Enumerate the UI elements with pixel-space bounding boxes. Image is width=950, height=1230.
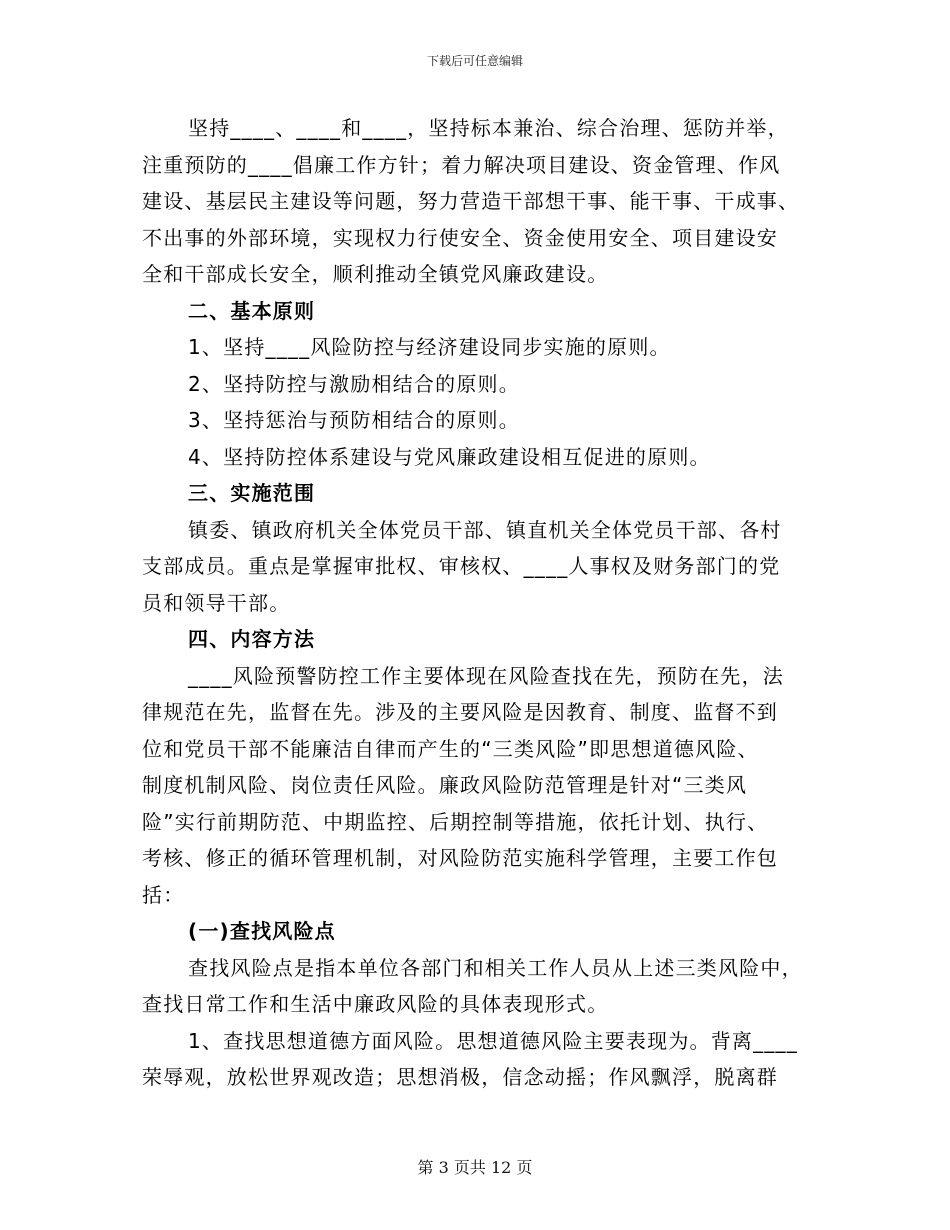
text-line: 险”实行前期防范、中期监控、后期控制等措施，依托计划、执行、 (142, 809, 769, 834)
text-line: 不出事的外部环境，实现权力行使安全、资金使用安全、项目建设安 (142, 225, 778, 250)
text-line: 全和干部成长安全，顺利推动全镇党风廉政建设。 (142, 262, 609, 286)
section-heading: 三、实施范围 (188, 481, 316, 505)
text-line: 律规范在先，监督在先。涉及的主要风险是因教育、制度、监督不到 (142, 700, 778, 724)
page-header: 下载后可任意编辑 (426, 54, 523, 68)
text-line: 查找日常工作和生活中廉政风险的具体表现形式。 (142, 992, 609, 1016)
text-line: 2、坚持防控与激励相结合的原则。 (188, 371, 520, 396)
page-footer: 第 3 页共 12 页 (417, 1158, 533, 1177)
text-line: 括： (142, 882, 185, 907)
text-line: 查找风险点是指本单位各部门和相关工作人员从上述三类风险中， (188, 955, 803, 980)
text-line: 位和党员干部不能廉洁自律而产生的“三类风险”即思想道德风险、 (142, 736, 759, 761)
text-line: 镇委、镇政府机关全体党员干部、镇直机关全体党员干部、各村 (188, 517, 782, 542)
text-line: 1、查找思想道德方面风险。思想道德风险主要表现为。背离____ (188, 1028, 798, 1053)
text-line: 考核、修正的循环管理机制，对风险防范实施科学管理，主要工作包 (142, 846, 778, 870)
document-body (142, 110, 807, 1096)
text-line: 荣辱观，放松世界观改造；思想消极，信念动摇；作风飘浮，脱离群 (142, 1065, 778, 1089)
text-line: 建设、基层民主建设等问题，努力营造干部想干事、能干事、干成事、 (142, 189, 800, 213)
text-line: ____风险预警防控工作主要体现在风险查找在先，预防在先，法 (188, 663, 784, 688)
section-heading: 二、基本原则 (188, 298, 316, 323)
text-line: 注重预防的____倡廉工作方针；着力解决项目建设、资金管理、作风 (142, 152, 781, 177)
section-heading: (一)查找风险点 (188, 919, 336, 943)
text-line: 坚持____、____和____，坚持标本兼治、综合治理、惩防并举， (188, 116, 789, 140)
text-line: 4、坚持防控体系建设与党风廉政建设相互促进的原则。 (188, 444, 711, 469)
text-line: 员和领导干部。 (142, 590, 291, 615)
text-line: 制度机制风险、岗位责任风险。廉政风险防范管理是针对“三类风 (142, 773, 748, 797)
text-line: 3、坚持惩治与预防相结合的原则。 (188, 408, 520, 432)
section-heading: 四、内容方法 (188, 627, 316, 651)
text-line: 1、坚持____风险防控与经济建设同步实施的原则。 (188, 335, 671, 359)
text-line: 支部成员。重点是掌握审批权、审核权、____人事权及财务部门的党 (142, 554, 781, 578)
